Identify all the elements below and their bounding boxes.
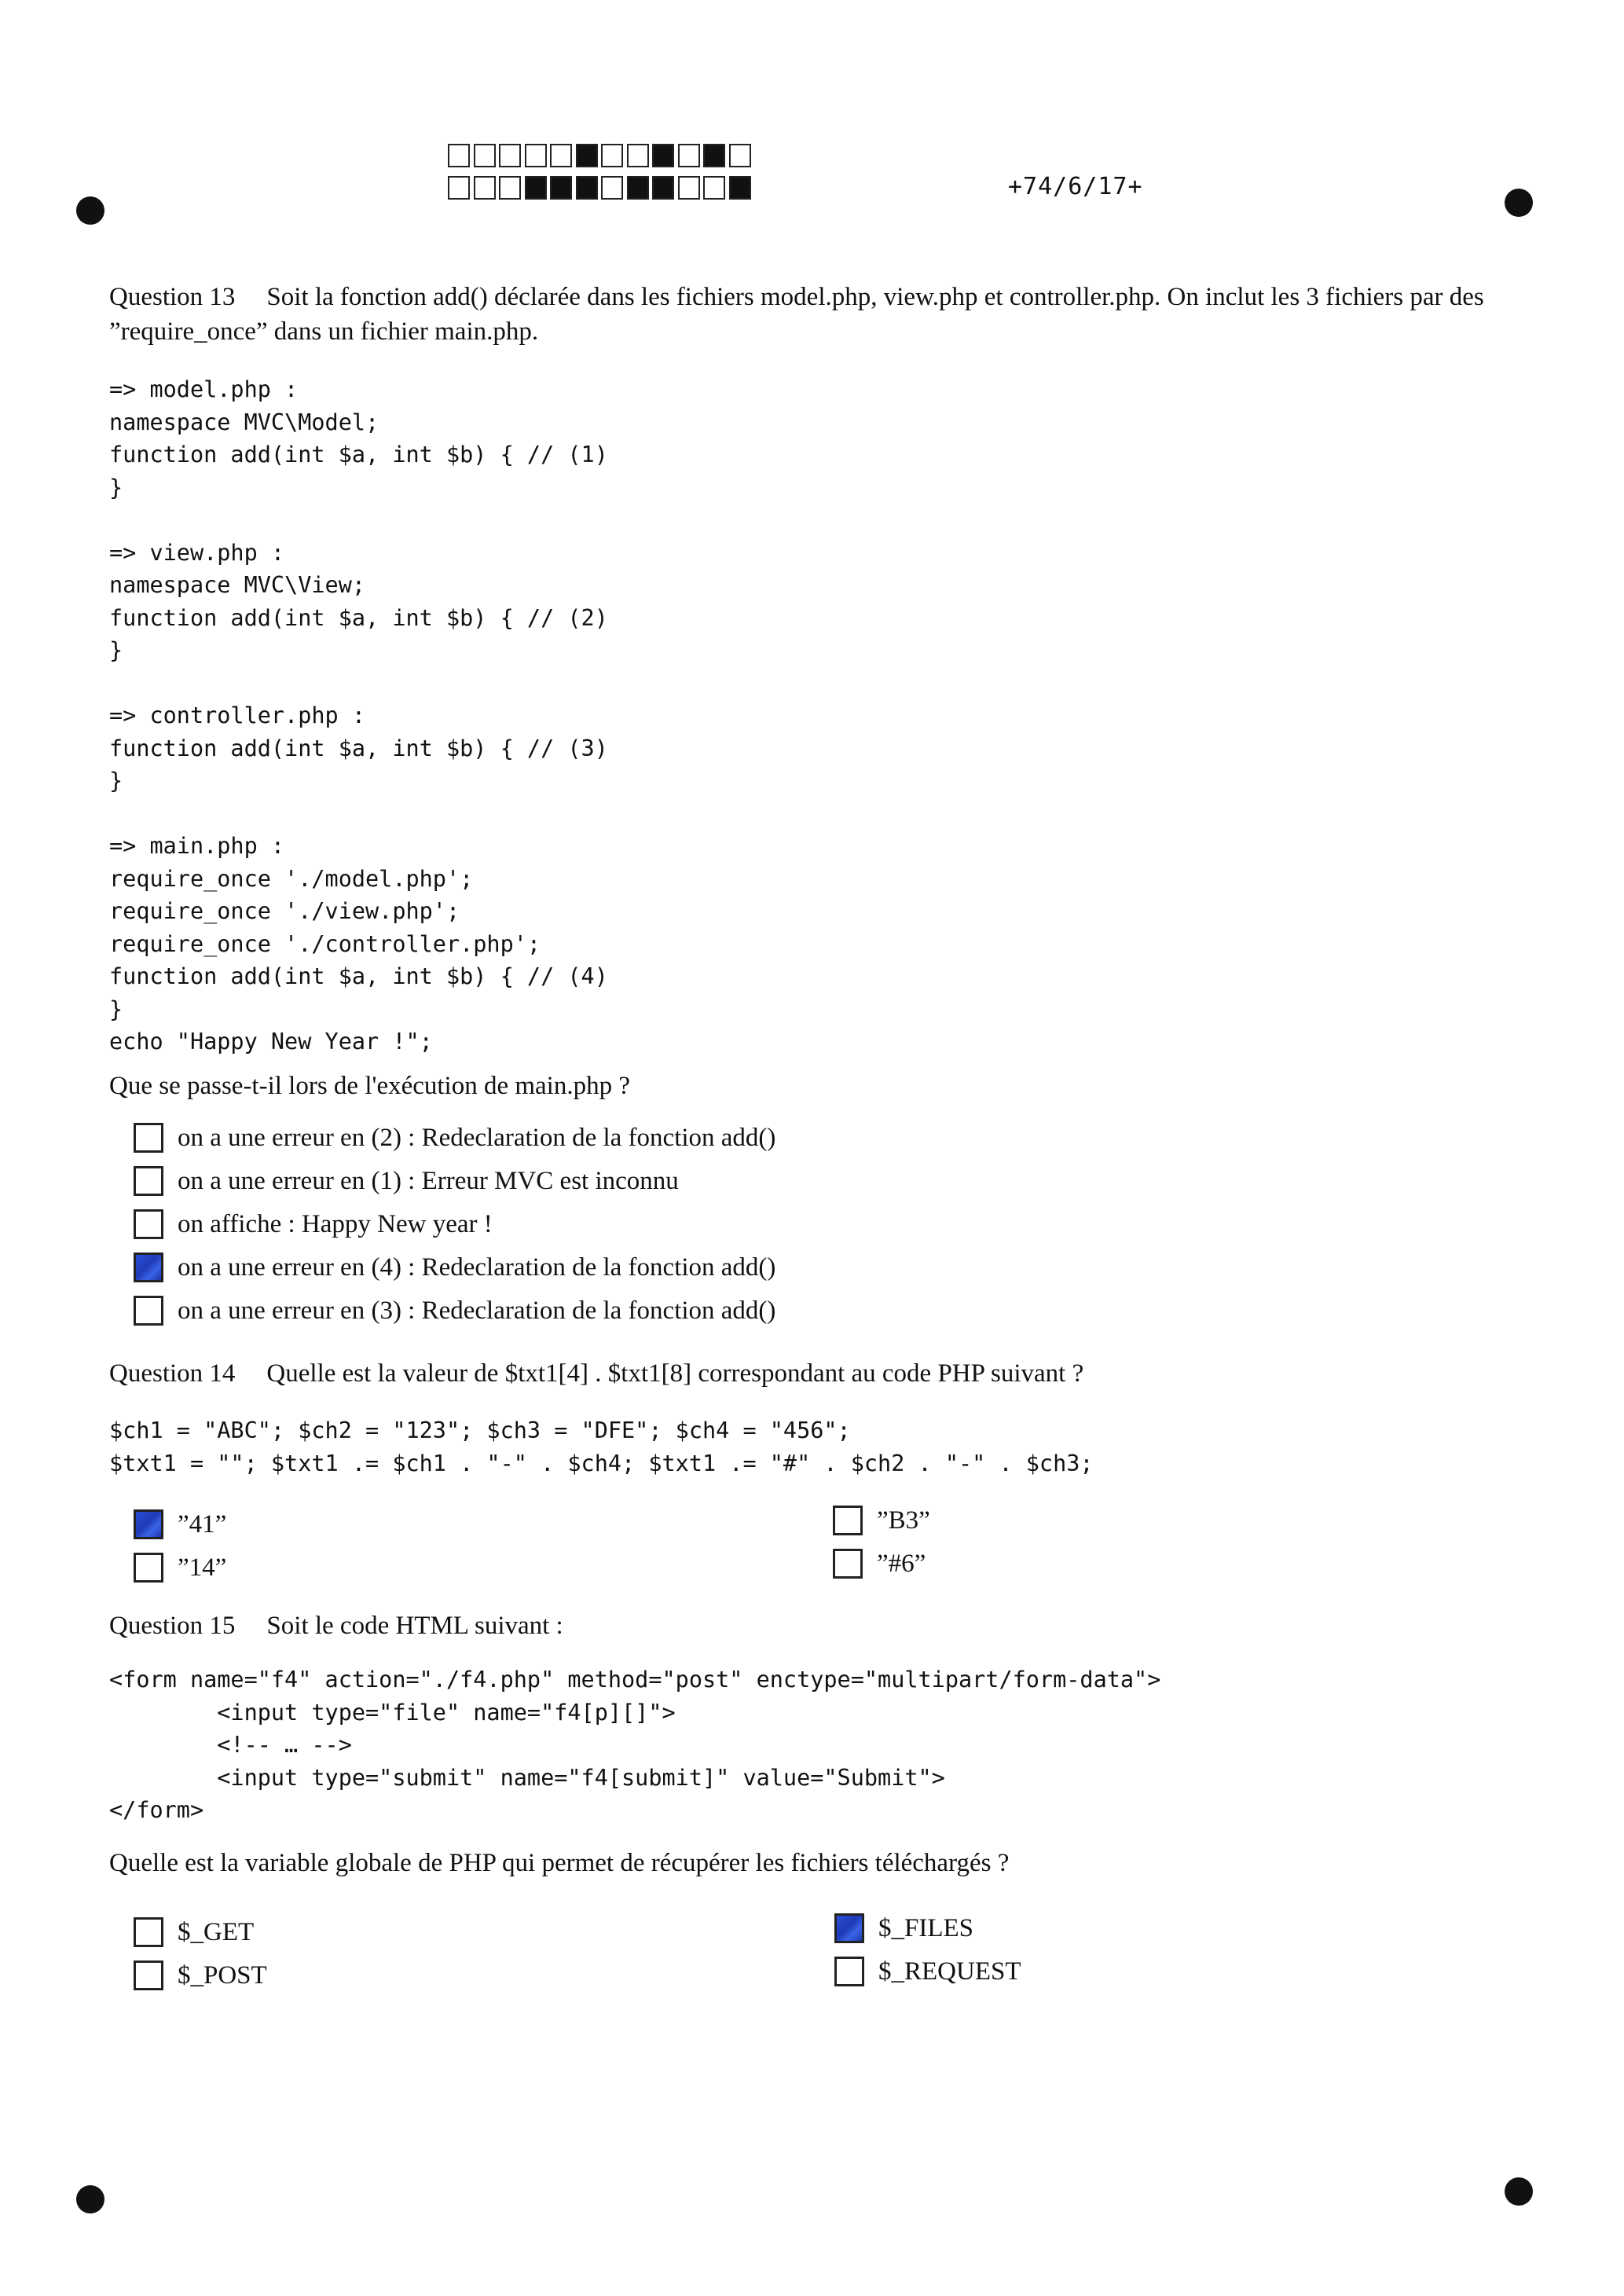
q14-option-1-checkbox[interactable] — [134, 1509, 163, 1539]
q15-option-4-checkbox[interactable] — [834, 1957, 864, 1986]
barcode-cell — [499, 144, 521, 167]
barcode-cell — [652, 144, 674, 167]
question-15-text: Soit le code HTML suivant : — [266, 1612, 563, 1640]
q14-option-2-checkbox[interactable] — [134, 1553, 163, 1583]
question-15-prompt: Quelle est la variable globale de PHP qui permet de récupérer les fichiers téléchargés ? — [109, 1849, 1010, 1877]
q13-option-4-label: on a une erreur en (4) : Redeclaration de la fonction add() — [178, 1253, 776, 1282]
q13-option-5-checkbox[interactable] — [134, 1296, 163, 1326]
barcode-cell — [474, 144, 496, 167]
barcode-cell — [576, 144, 598, 167]
q13-option-1[interactable] — [134, 1120, 775, 1155]
barcode-cell — [525, 176, 547, 200]
barcode-cell — [601, 176, 623, 200]
q14-option-4-label: ”#6” — [877, 1549, 926, 1578]
q13-option-2-checkbox[interactable] — [134, 1166, 163, 1196]
q13-option-4-checkbox[interactable] — [134, 1253, 163, 1282]
barcode-cell — [627, 176, 649, 200]
barcode-cell — [550, 144, 572, 167]
corner-mark-top-left — [76, 196, 104, 225]
barcode-cell — [652, 176, 674, 200]
q14-option-1[interactable] — [134, 1507, 226, 1542]
barcode-cell — [601, 144, 623, 167]
page-identifier: +74/6/17+ — [1008, 173, 1143, 200]
question-13-prompt: Que se passe-t-il lors de l'exécution de main.php ? — [109, 1072, 630, 1100]
question-14-label: Question 14 — [109, 1359, 236, 1388]
barcode-cell — [703, 176, 725, 200]
barcode-cell — [729, 144, 751, 167]
question-15-heading — [109, 1608, 1492, 1643]
barcode-cell — [678, 176, 700, 200]
q14-option-3-checkbox[interactable] — [833, 1506, 863, 1535]
q13-option-3[interactable] — [134, 1207, 493, 1242]
q15-option-2[interactable] — [134, 1958, 267, 1993]
corner-mark-bottom-left — [76, 2185, 104, 2213]
question-14-heading — [109, 1356, 1492, 1391]
barcode-cell — [576, 176, 598, 200]
barcode-cell — [499, 176, 521, 200]
question-15-label: Question 15 — [109, 1612, 236, 1640]
question-13-label: Question 13 — [109, 283, 236, 311]
q15-option-2-checkbox[interactable] — [134, 1960, 163, 1990]
barcode-cell — [550, 176, 572, 200]
q14-option-4[interactable] — [833, 1546, 926, 1581]
barcode-cell — [448, 176, 470, 200]
q15-option-3-checkbox[interactable] — [834, 1913, 864, 1943]
q13-option-3-checkbox[interactable] — [134, 1209, 163, 1239]
q15-option-3[interactable] — [834, 1911, 973, 1946]
q13-option-5[interactable] — [134, 1293, 775, 1328]
q15-option-1-label: $_GET — [178, 1917, 255, 1946]
barcode-cell — [448, 144, 470, 167]
q15-option-4[interactable] — [834, 1954, 1021, 1989]
q15-option-3-label: $_FILES — [878, 1913, 974, 1942]
barcode-cell — [474, 176, 496, 200]
q13-option-1-label: on a une erreur en (2) : Redeclaration de la fonction add() — [178, 1123, 776, 1152]
question-15-code: <form name="f4" action="./f4.php" method="post" enctype="multipart/form-data"> <input type="file" name="f4[p][]"> <!-- … --> <input type="submit" name="f4[submit]" value="Submit"> </form> — [109, 1667, 1161, 1823]
q13-option-5-label: on a une erreur en (3) : Redeclaration de la fonction add() — [178, 1296, 776, 1325]
q15-option-1[interactable] — [134, 1915, 254, 1949]
q13-option-1-checkbox[interactable] — [134, 1123, 163, 1153]
q14-option-4-checkbox[interactable] — [833, 1549, 863, 1579]
q13-option-2-label: on a une erreur en (1) : Erreur MVC est inconnu — [178, 1166, 679, 1195]
question-13-heading — [109, 280, 1492, 349]
q15-option-2-label: $_POST — [178, 1960, 267, 1990]
q14-option-3-label: ”B3” — [877, 1506, 930, 1535]
q13-option-2[interactable] — [134, 1164, 679, 1198]
barcode-cell — [703, 144, 725, 167]
q13-option-3-label: on affiche : Happy New year ! — [178, 1209, 493, 1238]
q13-option-4[interactable] — [134, 1250, 775, 1285]
barcode-cell — [678, 144, 700, 167]
question-14-text: Quelle est la valeur de $txt1[4] . $txt1[8] correspondant au code PHP suivant ? — [266, 1359, 1084, 1388]
barcode-cell — [627, 144, 649, 167]
q14-option-1-label: ”41” — [178, 1509, 227, 1539]
q15-option-4-label: $_REQUEST — [878, 1957, 1021, 1986]
corner-mark-bottom-right — [1505, 2177, 1533, 2206]
barcode-cell — [729, 176, 751, 200]
barcode-cell — [525, 144, 547, 167]
q14-option-2[interactable] — [134, 1550, 226, 1585]
question-13-code: => model.php : namespace MVC\Model; function add(int $a, int $b) { // (1) } => view.php : namespace MVC\View; function add(int $a, int $b) { // (2) } => controller.php : function add(int $a, int $b) { // (3) } => main.php : require_once './model.php'; require_once './view.php'; require_once './controller.php'; function add(int $a, int $b) { // (4) } echo "Happy New Year !"; — [109, 376, 608, 1054]
q15-option-1-checkbox[interactable] — [134, 1917, 163, 1947]
corner-mark-top-right — [1505, 189, 1533, 217]
q14-option-2-label: ”14” — [178, 1553, 227, 1582]
q14-option-3[interactable] — [833, 1503, 930, 1538]
question-14-code: $ch1 = "ABC"; $ch2 = "123"; $ch3 = "DFE"; $ch4 = "456"; $txt1 = ""; $txt1 .= $ch1 . "-" . $ch4; $txt1 .= "#" . $ch2 . "-" . $ch3; — [109, 1418, 1094, 1476]
question-13-text: Soit la fonction add() déclarée dans les fichiers model.php, view.php et controller.php. On inclut les 3 fichiers par des ”require_once” dans un fichier main.php. — [109, 283, 1484, 346]
